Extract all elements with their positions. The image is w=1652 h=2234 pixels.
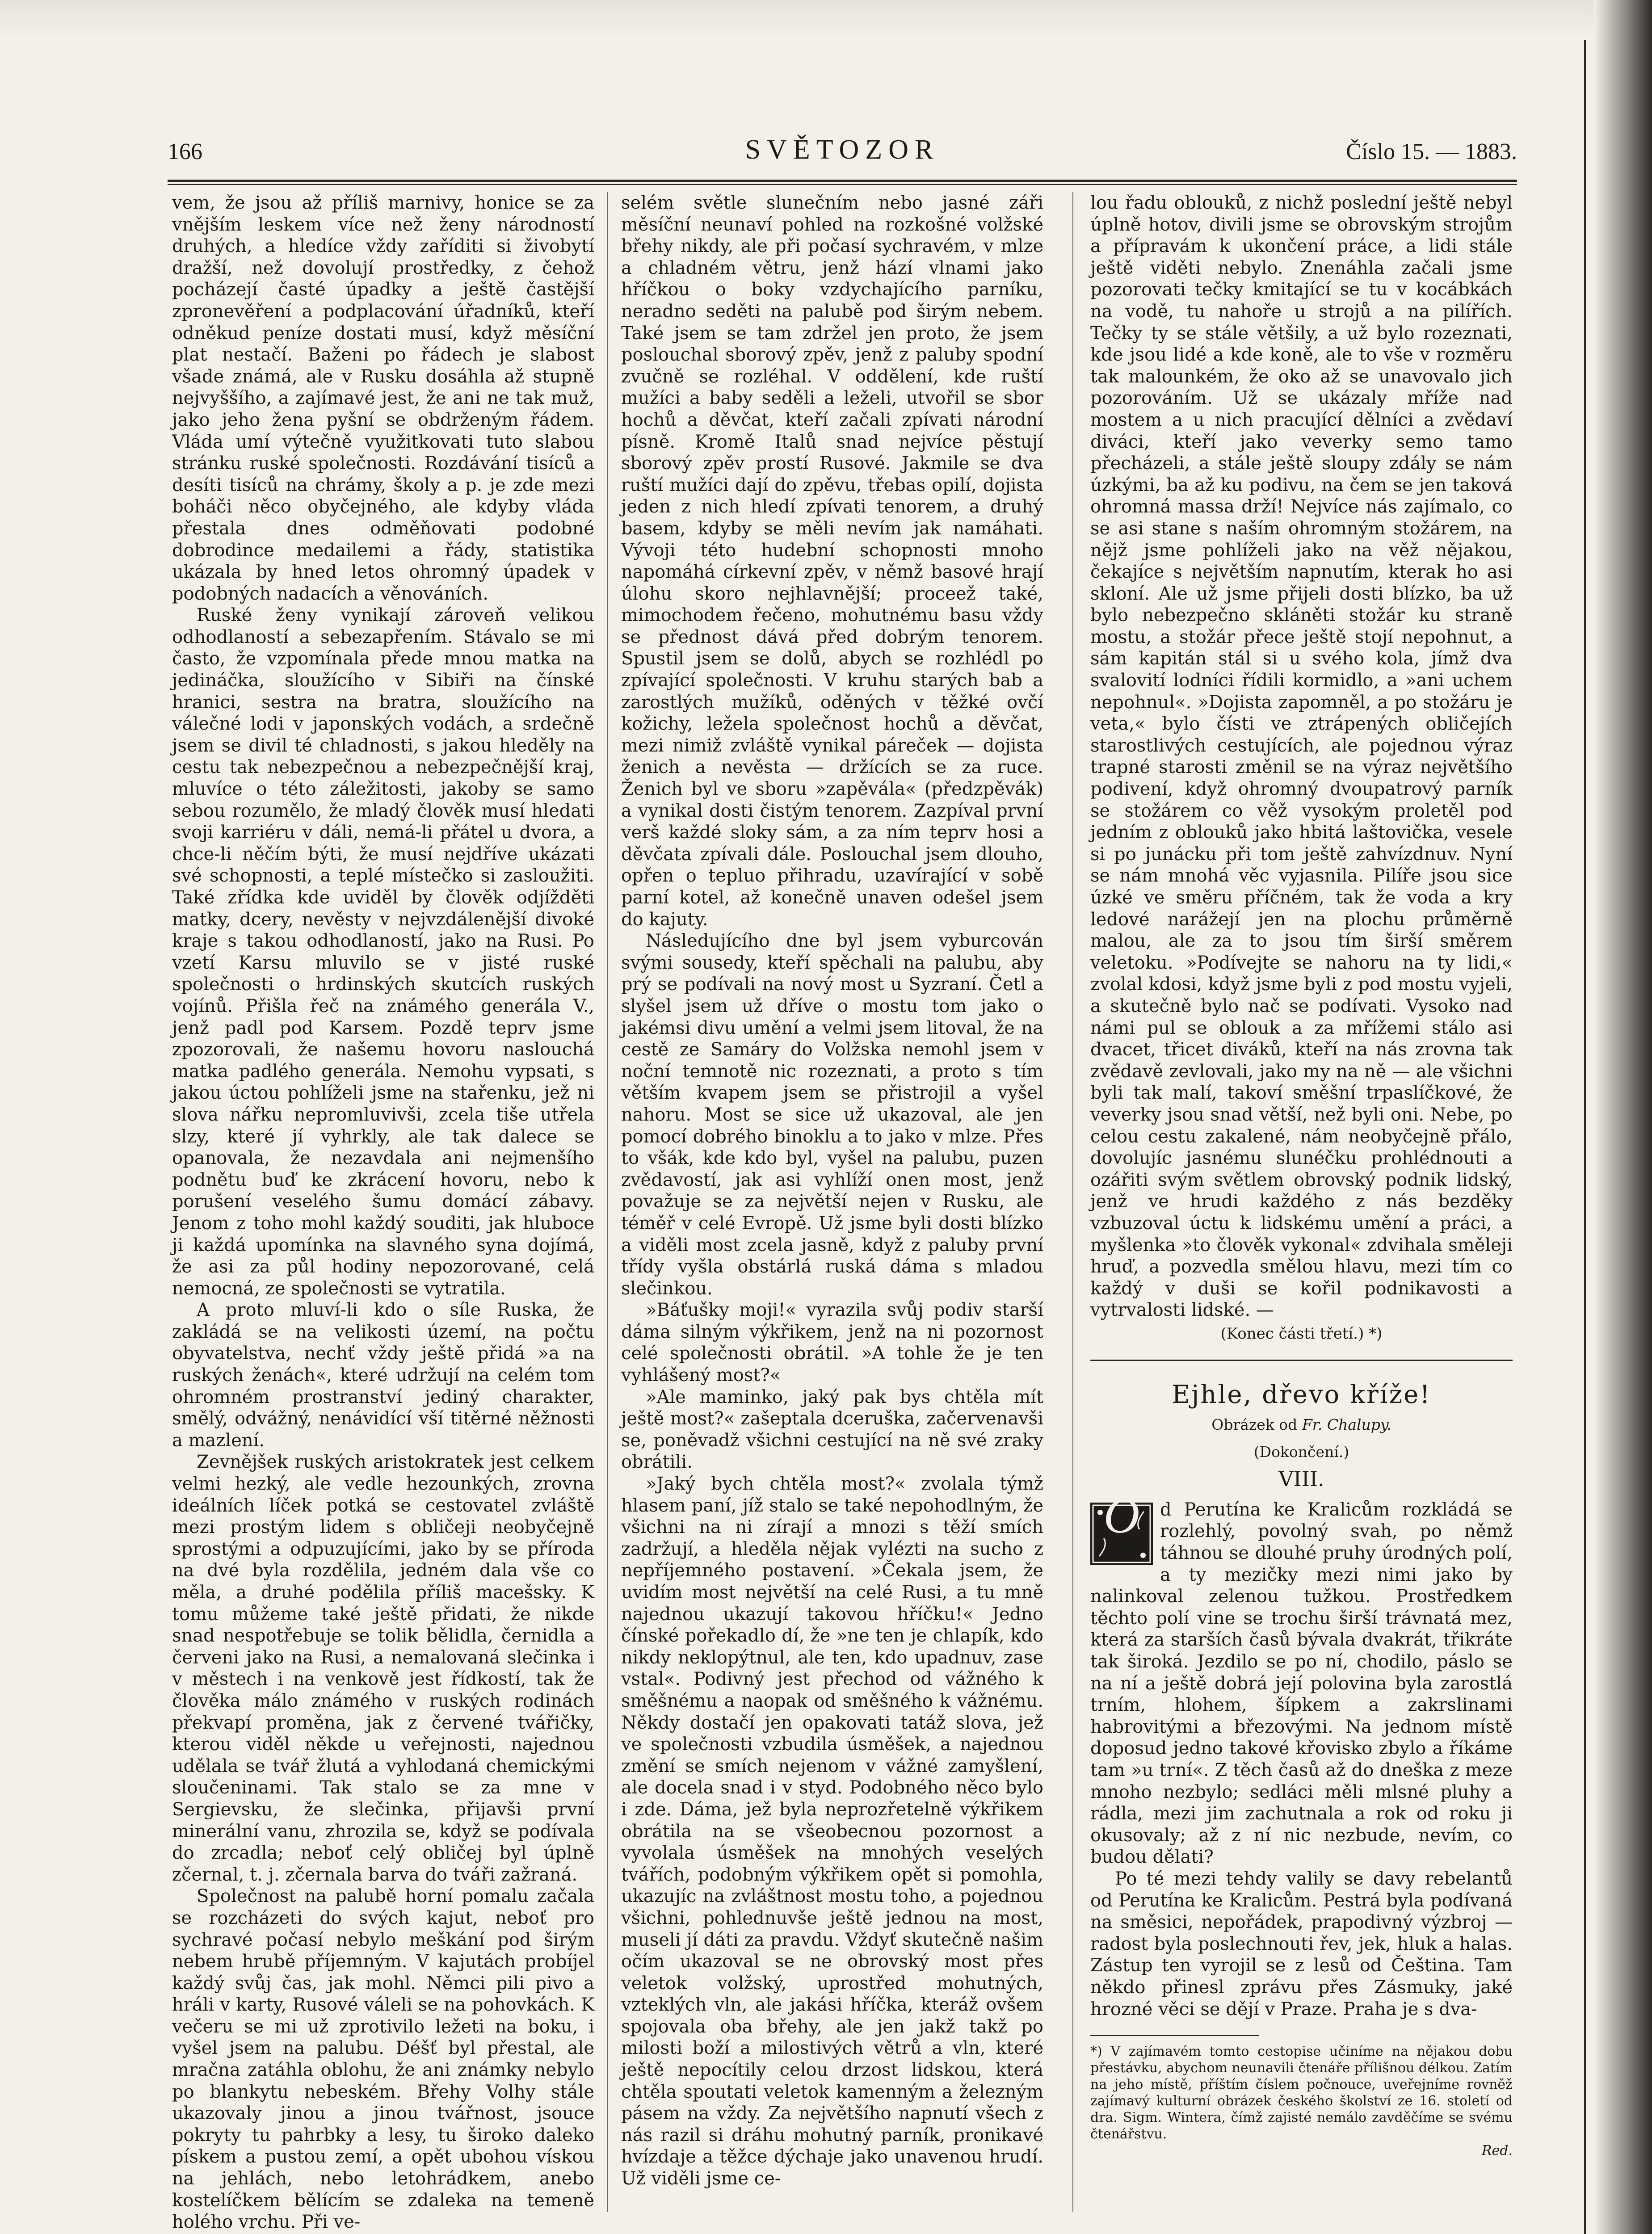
story-status: (Dokončení.) <box>1253 1443 1349 1461</box>
paragraph: Po té mezi tehdy valily se davy rebelantů od Perutína ke Kralicům. Pestrá byla podívaná na směsici, nepořádek, prapodivný výzbroj — radost byla poslechnouti řev, jek, hluk a halas. Zástup ten vyrojil se z lesů od Čeština. Tam někdo přinesl zprávu přes Zásmuky, jaké hrozné věci se dějí v Praze. Praha je s dva- <box>1090 1868 1513 2020</box>
column-divider <box>607 192 608 2212</box>
part-end-note: (Konec části třetí.) *) <box>1220 1324 1383 1343</box>
story-title: Ejhle, dřevo kříže! <box>1172 1380 1431 1410</box>
paragraph: »Ale maminko, jaký pak bys chtěla mít ještě most?« zašeptala dceruška, začervenavši se, poněvadž všichni cestující na ně své zraky obrátili. <box>621 1386 1043 1473</box>
chapter-number: VIII. <box>1278 1467 1324 1491</box>
footnote-signature: Red. <box>1481 2143 1513 2159</box>
footnote-text: *) V zajímavém tomto cestopise učiníme na nějakou dobu přestávku, abychom neunavili čtenáře přílišnou délkou. Zatím na jeho místě, příštím číslem počnouce, uveřejníme rovněž zajímavý kulturní obrázek českého školství ze 16. století od dra. Sigm. Wintera, čímž zajisté nemálo zavděčíme se svému čtenářstvu. <box>1090 2044 1513 2142</box>
paragraph: vem, že jsou až příliš marnivy, honice se za vnějším leskem více než ženy národností druhých, a hledíce vždy zaříditi si živobytí dražší, než dovolují prostředky, z čehož pocházejí časté úpadky a ještě častější zpronevěření a podplacování úřadníků, kteří odněkud peníze dostati musí, když měsíční plat nestačí. Baženi po řádech je slabost všade známá, ale v Rusku dosáhla až stupně nejvyššího, a zajímavé jest, že ani ne tak muž, jako jeho žena pyšní se obdrženým řádem. Vláda umí výtečně využitkovati tuto slabou stránku ruské společnosti. Rozdávání tisíců a desíti tisíců na chrámy, školy a p. je zde mezi boháči něco obyčejného, ale kdyby vláda přestala dnes odměňovati podobné dobrodince medailemi a řády, statistika ukázala by hned letos ohromný úpadek v podobných nadacích a věnováních. <box>172 193 594 604</box>
journal-title: SVĚTOZOR <box>745 134 940 165</box>
story-author: Fr. Chalupy. <box>1302 1416 1391 1434</box>
footnote <box>1090 2043 1513 2159</box>
paragraph: A proto mluví-li kdo o síle Ruska, že zakládá se na velikosti území, na počtu obyvatelstva, nechť vždy ještě přidá »a na ruských ženách«, které udržují na celém tom ohromném prostranství jediný charakter, smělý, odvážný, nenávidící vší titěrné něžnosti a mazlení. <box>172 1300 594 1451</box>
paragraph: »Báťušky moji!« vyrazila svůj podiv starší dáma silným výkřikem, jenž na ni pozornost celé společnosti obrátil. »A tohle že je ten vyhlášený most?« <box>621 1300 1043 1386</box>
story-byline <box>1090 1414 1513 1436</box>
drop-cap-letter: O <box>1103 1488 1140 1544</box>
ornamental-initial <box>1090 1488 1153 1565</box>
paragraph: lou řadu oblouků, z nichž poslední ještě nebyl úplně hotov, divili jsme se obrovským strojům a přípravám k ukončení práce, a lidi stále ještě viděti nebylo. Znenáhla začali jsme pozorovati tečky kmitající se tu v kocábkách na vodě, tu nahoře u strojů a na pilířích. Tečky ty se stále většily, a už bylo rozeznati, kde jsou lidé a kde koně, ale to vše v rozměru tak malounkém, že oko až se unavovalo jich pozorováním. Už se ukázaly mříže nad mostem a u nich pracující dělníci a zvědaví diváci, kteří jako veverky semo tamo přecházeli, a stále ještě sloupy zdály se nám úzkými, ba až ku podivu, na čem se jen taková ohromná massa drží! Nejvíce nás zajímalo, co se asi stane s naším ohromným stožárem, na nějž jsme pohlíželi jako na věž nějakou, čekajíce s největším napnutím, kterak ho asi skloní. Ale už jsme přijeli dosti blízko, ba už bylo nebezpečno skláněti stožár ku straně mostu, a stožár přece ještě stojí nepohnut, a sám kapitán stál si u svého kola, jímž dva svalovití lodníci řídili kormidlo, a »ani uchem nepohnul«. »Dojista zapomněl, a po stožáru je veta,« bylo čísti ve ztrápených obličejích starostlivých cestujících, ale pojednou výraz trapné starosti změnil se na výraz největšího podivení, když ohromný dvoupatrový parník se stožárem co věž vysokým proletěl pod jedním z oblouků jako hbitá laštovička, vesele si po junácku při tom ještě zahvízdnuv. Nyní se nám mnohá věc vyjasnila. Pilíře jsou sice úzké ve směru příčném, tak že voda a kry ledové narážejí jen na plochu průměrně malou, ale za to jsou tím širší směrem veletoku. »Podívejte se nahoru na ty lidi,« zvolal kdosi, když jsme byli z pod mostu vyjeli, a skutečně bylo nač se podívati. Vysoko nad námi pul se oblouk a za mřížemi stálo asi dvacet, třicet diváků, kteří na nás zrovna tak zvědavě zevlovali, jako my na ně — ale všichni byli tak malí, takoví směšní trpaslíčkové, že veverky jsou snad větší, než byli oni. Nebe, po celou cestu zakalené, nám neobyčejně přálo, dovolujíc jasnému slunéčku prohlédnouti a ozářiti svým světlem obrovský podnik lidský, jenž ve hrudi každého z nás bezděky vzbuzoval úctu k lidskému umění a práci, a myšlenka »to člověk vykonal« zdvihala směleji hruď, a pozvedla smělou hlavu, mezi tím co každý v duši se kořil podnikavosti a vytrvalosti lidské. — <box>1090 193 1513 1321</box>
issue-number: Číslo 15. — 1883. <box>1346 139 1517 164</box>
footnote-rule <box>1090 2035 1259 2036</box>
byline-prefix: Obrázek od <box>1211 1416 1298 1434</box>
paragraph: selém světle slunečním nebo jasné záři měsíční neunaví pohled na rozkošné volžské břehy nikdy, ale při počasí sychravém, v mlze a chladném větru, jenž hází vlnami jako hříčkou o boky vzdychajícího parníku, neradno seděti na palubě pod širým nebem. Také jsem se tam zdržel jen proto, že jsem poslouchal sborový zpěv, jenž z paluby spodní zvučně se rozléhal. V oddělení, kde ruští mužíci a baby seděli a leželi, utvořil se sbor hochů a děvčat, kteří začali zpívati národní písně. Kromě Italů snad nejvíce pěstují sborový zpěv prostí Rusové. Jakmile se dva ruští mužíci dají do zpěvu, třebas opilí, dojista jeden z nich hledí zpívati tenorem, a druhý basem, kdyby se měli nevím jak namáhati. Vývoji této hudební schopnosti mnoho napomáhá církevní zpěv, v němž basové hrají úlohu skoro nejhlavnější; proceež také, mimochodem řečeno, mohutnému basu vždy se přednost dává před dobrým tenorem. Spustil jsem se dolů, abych se rozhlédl po zpívající společnosti. V kruhu starých bab a zarostlých mužíků, oděných v těžké ovčí kožichy, ležela společnost hochů a děvčat, mezi nimiž zvláště vynikal páreček — dojista ženich a nevěsta — držících se za ruce. Ženich byl ve sboru »zapěvála« (předzpěvák) a vynikal dosti čistým tenorem. Zazpíval první verš každé sloky sám, a za ním teprv hosi a děvčata zpívali dále. Poslouchal jsem dlouho, opřen o tepluo přihradu, uzavírající v sobě parní kotel, až konečně unaven odešel jsem do kajuty. <box>621 193 1043 930</box>
column-left <box>172 192 594 2233</box>
paragraph: Ruské ženy vynikají zároveň velikou odhodlaností a sebezapřením. Stávalo se mi často, že vzpomínala přede mnou matka na jedináčka, sloužícího v Sibiři na čínské hranici, sestra na bratra, sloužícího na válečné lodi v japonských vodách, a srdečně jsem se divil té chladnosti, s jakou hleděly na cestu tak nebezpečnou a nebezpečnější kraj, mluvíce o této záležitosti, jakoby se samo sebou rozumělo, že mladý člověk musí hledati svoji karriéru v dáli, nemá-li přátel u dvora, a chce-li něčím býti, že musí nejdříve ukázati své schopnosti, a teplé místečko si zasloužiti. Také zřídka kde uviděl by člověk odjížděti matky, dcery, nevěsty v nejvzdálenější divoké kraje s takou odhodlaností, jako na Rusi. Po vzetí Karsu mluvilo se v jisté ruské společnosti o hrdinských skutcích ruských vojínů. Přišla řeč na známého generála V., jenž padl pod Karsem. Pozdě teprv jsme zpozorovali, že našemu hovoru naslouchá matka padlého generála. Nemohu vypsati, s jakou úctou pohlíželi jsme na stařenku, jež ni slova nářku nepromluvivši, zcela tiše utřela slzy, které jí vyhrkly, ale tak dalece se opanovala, že nezavdala ani nejmenšího podnětu buď ke zkrácení hovoru, nebo k porušení veselého šumu domácí zábavy. Jenom z toho mohl každý souditi, jak hluboce ji každá upomínka na slavného syna dojímá, že asi za půl hodiny nepozorované, celá nemocná, ze společnosti se vytratila. <box>172 605 594 1299</box>
header-rule <box>168 180 1517 182</box>
column-divider <box>1072 192 1073 2212</box>
paragraph: d Perutína ke Kralicům rozkládá se rozlehlý, povolný svah, po němž táhnou se dlouhé pruhy úrodných polí, a ty mezičky mezi nimi jako by nalinkoval zelenou tužkou. Prostředkem těchto polí vine se trochu širší trávnatá mez, která za starších časů bývala dvakrát, třikráte tak široká. Jezdilo se po ní, chodilo, páslo se na ní a ještě dobrá její polovina byla zarostlá trním, hlohem, šípkem a zakrslinami habrovitými a březovými. Na jednom místě doposud jedno takové křovisko zbylo a říkáme tam »u trní«. Z těch časů až do dneška z meze mnoho nezbylo; sedláci měli mlsné pluhy a rádla, mezi jim zachutnala a rok od roku ji okusovaly; až z ní nic nezbude, nevím, co budou dělati? <box>1090 1499 1513 1868</box>
paragraph: Zevnějšek ruských aristokratek jest celkem velmi hezký, ale vedle hezounkých, zrovna ideálních líček potká se cestovatel zvláště mezi prostým lidem s obličeji neobyčejně sprostými a odpuzujícími, jako by se příroda na dvé byla rozdělila, jedném dala vše co měla, a druhé podělila příliš macešsky. K tomu můžeme také ještě přidati, že nikde snad nespotřebuje se tolik bělidla, černidla a červeni jako na Rusi, a nemalovaná slečinka i v městech i na venkově jest řídkostí, tak že člověka málo známého v ruských rodinách překvapí proměna, jak z červené tvářičky, kterou viděl někde u veřejnosti, najednou udělala se tvář žlutá a vyhlodaná chemickými sloučeninami. Tak stalo se za mne v Sergievsku, že slečinka, přijavši první minerální vanu, zhrozila se, když se podívala do zrcadla; neboť celý obličej byl úplně zčernal, t. j. zčernala barva do tváři zažraná. <box>172 1452 594 1885</box>
column-right <box>1090 192 1513 2221</box>
scan-top-edge <box>0 0 1652 38</box>
column-middle <box>621 192 1043 2221</box>
paragraph: Následujícího dne byl jsem vyburcován svými sousedy, kteří spěchali na palubu, aby prý se podívali na nový most u Syzraní. Četl a slyšel jsem už dříve o mostu tom jako o jakémsi divu umění a velmi jsem litoval, že na cestě ze Samáry do Volžska nemohl jsem v noční temnotě nic rozeznati, a proto s tím větším kvapem jsem se přistrojil a vyšel nahoru. Most se sice už ukazoval, ale jen pomocí dobrého binoklu a to jako v mlze. Přes to všák, kde kdo byl, vyšel na palubu, puzen zvědavostí, jak asi vyhlíží onen most, jenž považuje se za největší nejen v Rusku, ale téměř v celé Evropě. Už jsme byli dosti blízko a viděli most zcela jasně, když z paluby první třídy vyšla obstárlá ruská dáma s mladou slečinkou. <box>621 931 1043 1299</box>
header-rule-thin <box>168 184 1517 185</box>
scan-right-edge <box>1594 0 1652 2234</box>
paragraph: Společnost na palubě horní pomalu začala se rozcházeti do svých kajut, neboť pro sychravé počasí nebylo meškání pod širým nebem hrubě příjemným. V kajutách probíjel každý svůj čas, jak mohl. Němci pili pivo a hráli v karty, Rusové váleli se na pohovkách. K večeru se mi už zprotivilo ležeti na boku, i vyšel jsem na palubu. Déšť byl přestal, ale mračna zatáhla oblohu, že ani známky nebylo po blankytu nebeském. Břehy Volhy stále ukazovaly jinou a jinou tvářnost, jsouce pokryty tu pahrbky a lesy, tu široko daleko pískem a pustou zemí, a opět ubohou vískou na jehlách, nebo letohrádkem, anebo kostelíčkem bělícím se zdaleka na temeně holého vrchu. Při ve- <box>172 1886 594 2233</box>
page-number: 166 <box>168 139 202 164</box>
section-separator <box>1090 1360 1513 1361</box>
page-header <box>168 134 1517 174</box>
page-edge-line <box>1584 40 1586 2234</box>
paragraph: »Jaký bych chtěla most?« zvolala týmž hlasem paní, jíž stalo se také nepohodlným, že všichni na ni zírají a mnozi s těží smích zadržují, a hleděla nějak vylézti na sucho z nepříjemného postavení. »Čekala jsem, že uvidím most největší na celé Rusi, a tu mně najednou ukazují takovou hříčku!« Jedno čínské pořekadlo dí, že »ne ten je chlapík, kdo nikdy neklopýtnul, ale ten, kdo upadnuv, zase vstal«. Podivný jest přechod od vážného k směšnému a naopak od směšného k vážnému. Někdy dostačí jen opakovati tatáž slova, jež ve společnosti vzbudila úsměšek, a najednou změní se smích nejenom v vážné zamyšlení, ale docela snad i v styd. Podobného něco bylo i zde. Dáma, jež byla neprozřetelně výkřikem obrátila na se všeobecnou pozornost a vyvolala úsměšek na mnohých veselých tvářích, podobným výkřikem opět si pomohla, ukazujíc na zvláštnost mostu toho, a pojednou všichni, pohlednuvše ještě jednou na most, museli jí dáti za pravdu. Vždyť skutečně našim očím ukazoval se ne obrovský most přes veletok volžský, uprostřed mohutných, vzteklých vln, ale jakási hříčka, kteráž ovšem spojovala oba břehy, ale jen jakž takž po milosti boží a milostivých větrů a vln, které ještě nepocítily celou drzost lidskou, která chtěla spoutati veletok kamenným a železným pásem na vždy. Za největšího napnutí všech z nás razil si dráhu mohutný parník, pronikavé hvízdaje a těžce dýchaje jako unavenou hrudí. Už viděli jsme ce- <box>621 1474 1043 2189</box>
